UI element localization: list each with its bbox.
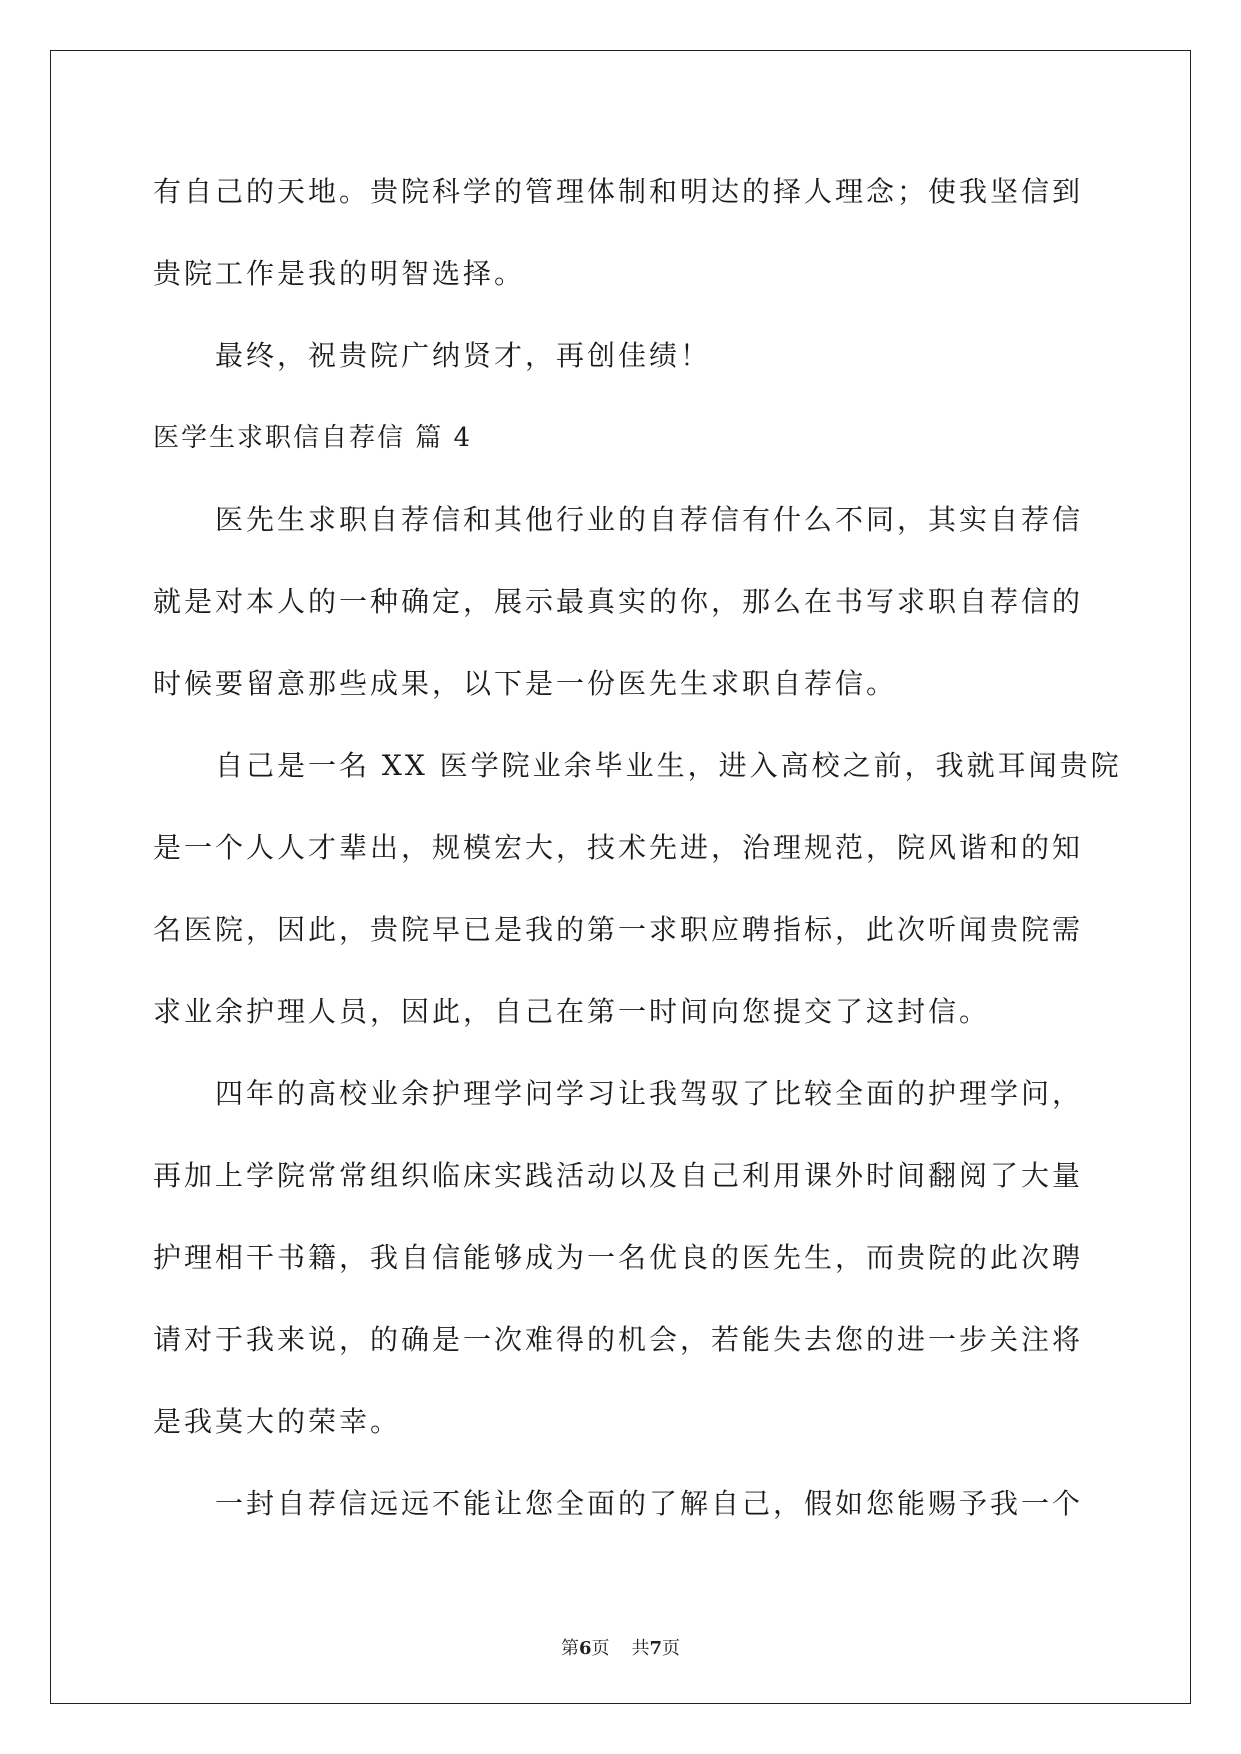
text-line: 贵院工作是我的明智选择。: [153, 257, 526, 290]
text-line: 医先生求职自荐信和其他行业的自荐信有什么不同，其实自荐信: [215, 503, 1084, 536]
text-line: 时候要留意那些成果，以下是一份医先生求职自荐信。: [153, 667, 898, 700]
document-body: [153, 166, 1122, 1560]
page-current: 6: [578, 1638, 592, 1659]
text-line: 就是对本人的一种确定，展示最真实的你，那么在书写求职自荐信的: [153, 585, 1084, 618]
text-line: 四年的高校业余护理学问学习让我驾驭了比较全面的护理学问，: [215, 1077, 1084, 1110]
text-line: 自己是一名 XX 医学院业余毕业生，进入高校之前，我就耳闻贵院: [215, 749, 1122, 782]
section-heading: 医学生求职信自荐信 篇 4: [153, 423, 473, 453]
text-line: 是我莫大的荣幸。: [153, 1405, 402, 1438]
closing-line: 最终，祝贵院广纳贤才，再创佳绩！: [215, 339, 712, 372]
total-suffix: 页: [662, 1638, 681, 1659]
page-prefix: 第: [560, 1638, 579, 1659]
text-line: 有自己的天地。贵院科学的管理体制和明达的择人理念；使我坚信到: [153, 175, 1084, 208]
total-prefix: 共: [631, 1638, 650, 1659]
page-footer: [0, 1637, 1241, 1661]
text-line: 名医院，因此，贵院早已是我的第一求职应聘指标，此次听闻贵院需: [153, 913, 1084, 946]
text-line: 再加上学院常常组织临床实践活动以及自己利用课外时间翻阅了大量: [153, 1159, 1084, 1192]
text-line: 一封自荐信远远不能让您全面的了解自己，假如您能赐予我一个: [215, 1487, 1084, 1520]
page-suffix: 页: [591, 1638, 610, 1659]
page-total: 7: [649, 1638, 663, 1659]
text-line: 求业余护理人员，因此，自己在第一时间向您提交了这封信。: [153, 995, 991, 1028]
text-line: 护理相干书籍，我自信能够成为一名优良的医先生，而贵院的此次聘: [153, 1241, 1084, 1274]
text-line: 请对于我来说，的确是一次难得的机会，若能失去您的进一步关注将: [153, 1323, 1084, 1356]
text-line: 是一个人人才辈出，规模宏大，技术先进，治理规范，院风谐和的知: [153, 831, 1084, 864]
